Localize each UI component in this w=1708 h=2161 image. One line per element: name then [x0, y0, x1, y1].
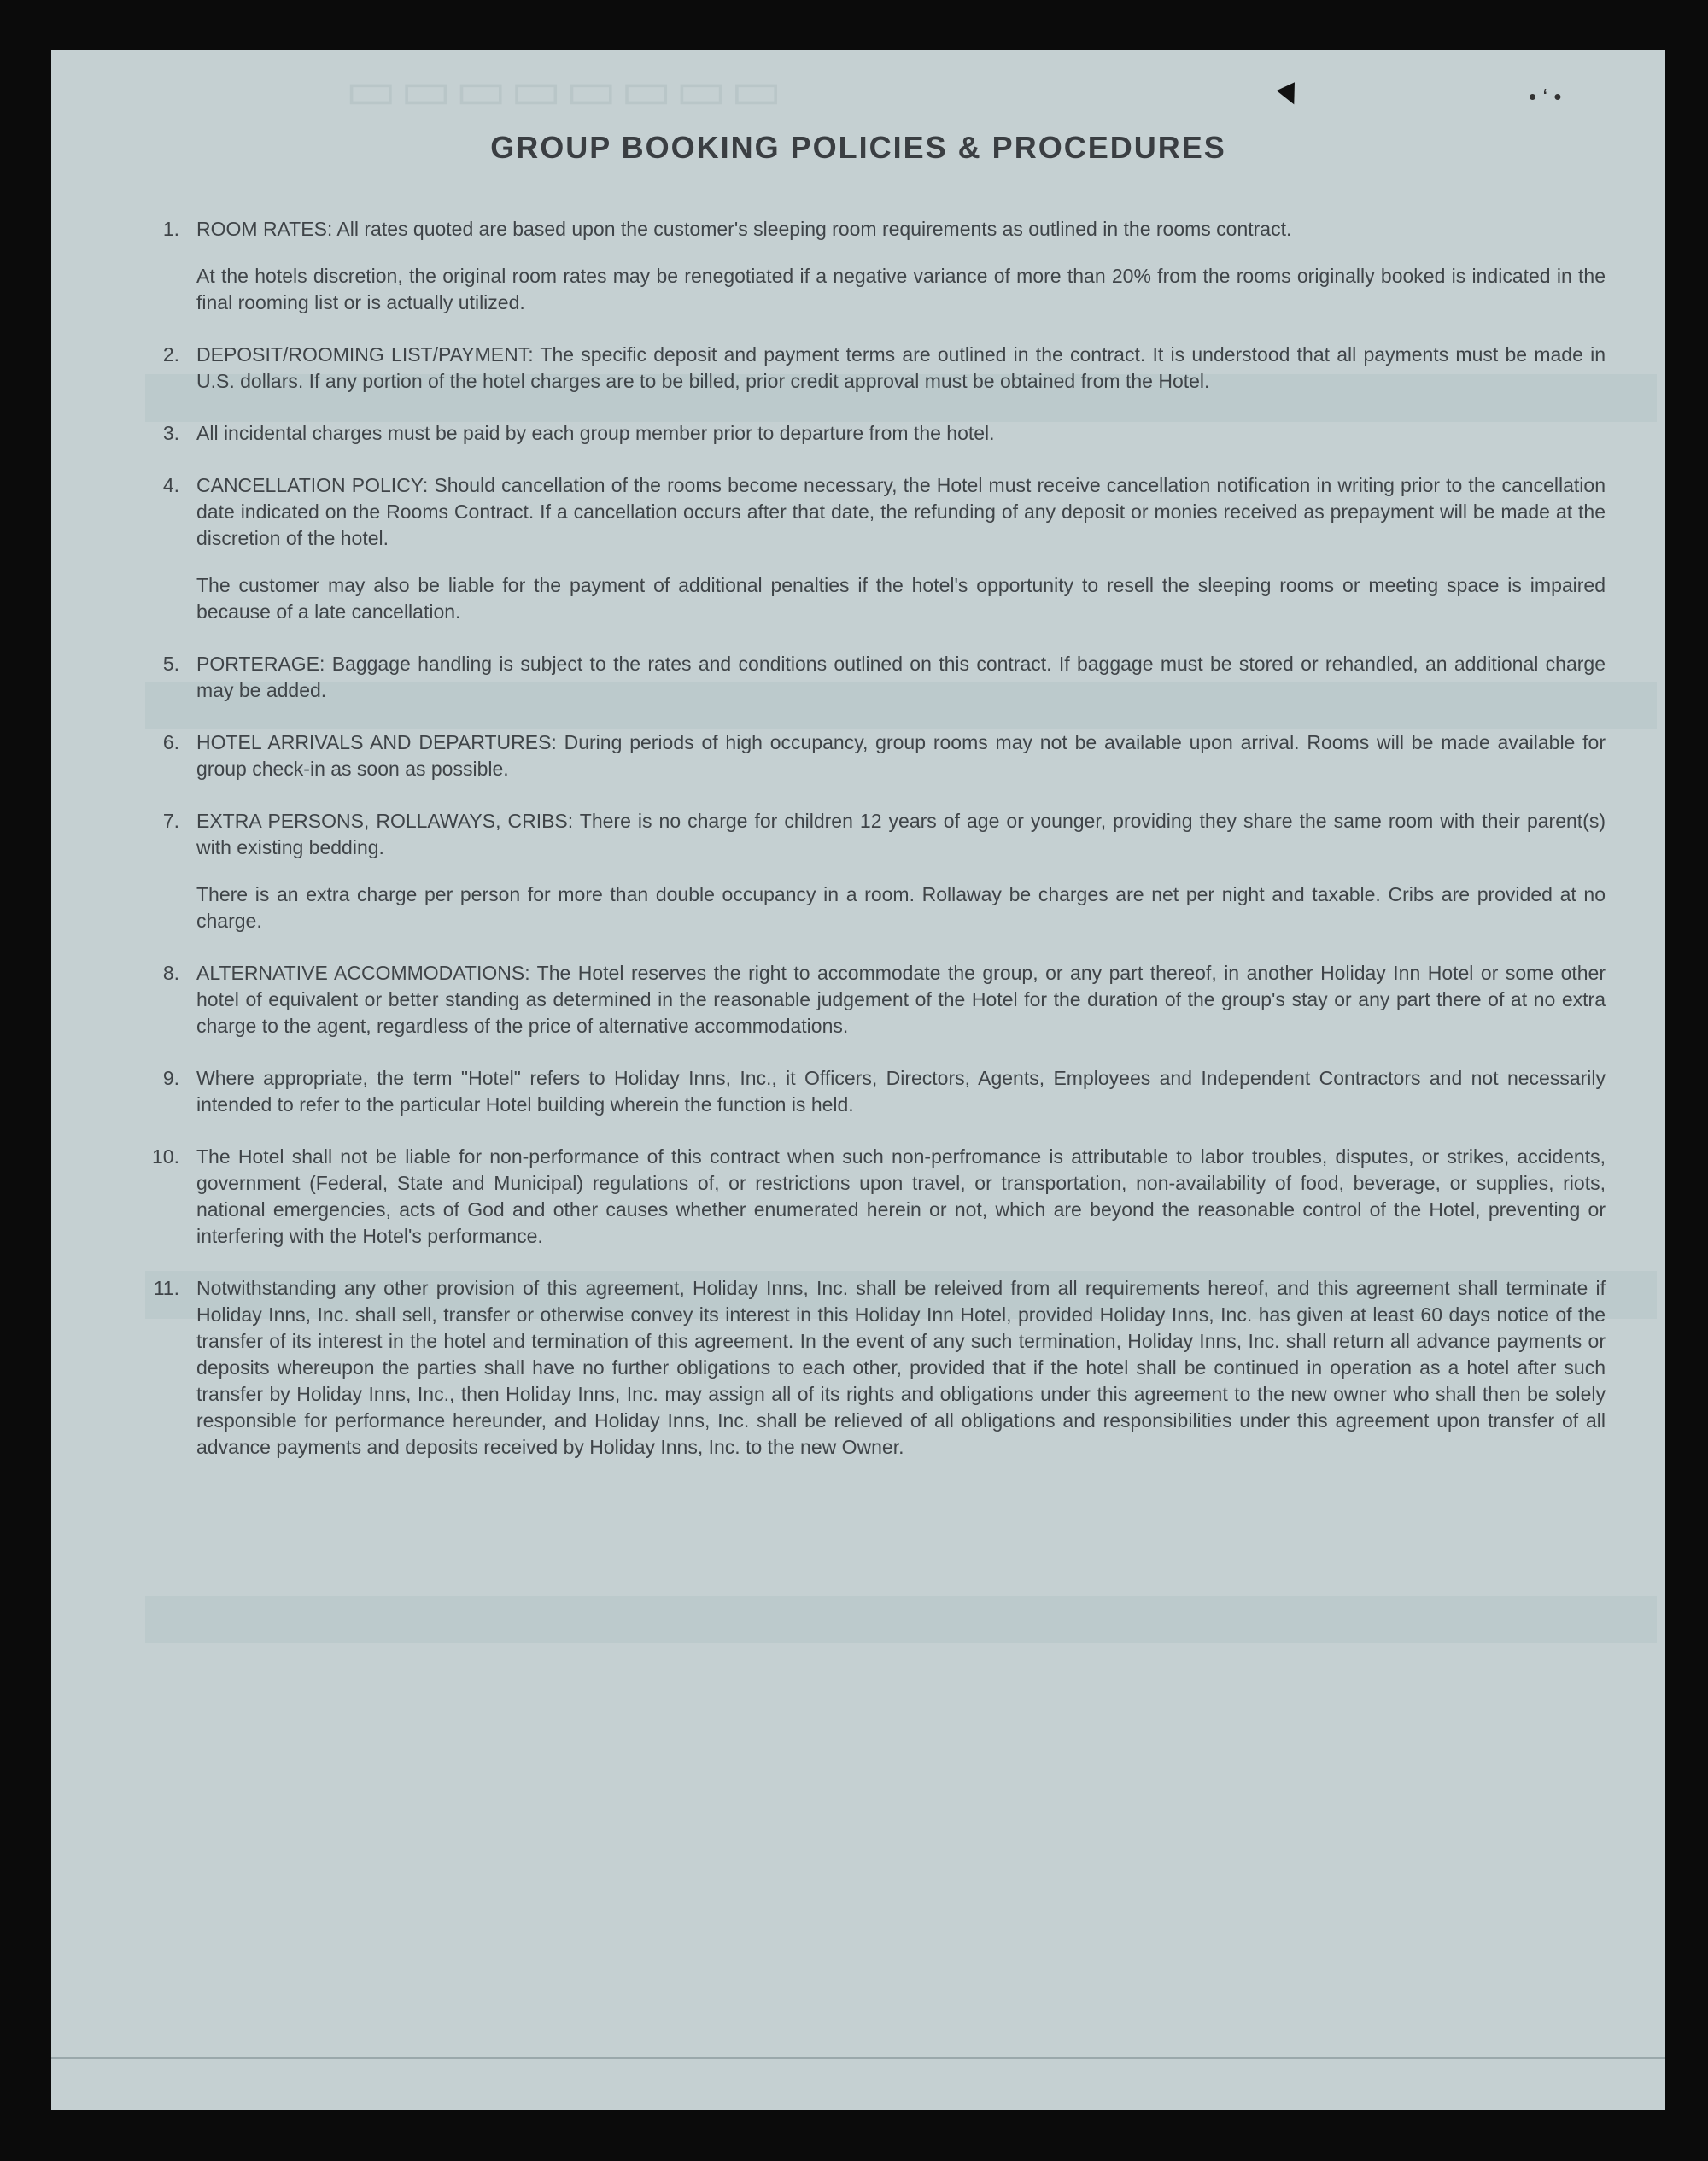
policy-item [128, 808, 1606, 934]
policy-item [128, 651, 1606, 704]
policy-paragraph: Notwithstanding any other provision of this agreement, Holiday Inns, Inc. shall be releived from all requirements hereof, and this agreement shall terminate if Holiday Inns, Inc. shall sell, transfer or otherwise convey its interest in this Holiday Inn Hotel, provided Holiday Inns, Inc. has given at least 60 days notice of the transfer of its interest in the hotel and termination of this agreement. In the event of any such termination, Holiday Inns, Inc. shall return all advance payments or deposits whereupon the parties shall have no further obligations to each other, provided that if the hotel shall be continued in operation as a hotel after such transfer by Holiday Inns, Inc., then Holiday Inns, Inc. may assign all of its rights and obligations under this agreement to the new owner who shall then be solely responsible for performance hereunder, and Holiday Inns, Inc. shall be relieved of all obligations and responsibilities under this agreement upon transfer of all advance payments and deposits received by Holiday Inns, Inc. to the new Owner. [196, 1277, 1606, 1458]
policy-paragraph: PORTERAGE: Baggage handling is subject to the rates and conditions outlined on this contract. If baggage must be stored or rehandled, an additional charge may be added. [196, 653, 1606, 701]
policy-paragraph: EXTRA PERSONS, ROLLAWAYS, CRIBS: There is no charge for children 12 years of age or younger, providing they share the same room with their parent(s) with existing bedding. [196, 810, 1606, 858]
bleed-through-decoration: ▭▭▭▭▭▭▭▭ [342, 59, 782, 120]
policy-paragraph: There is an extra charge per person for more than double occupancy in a room. Rollaway be charges are net per night and taxable. Cribs are provided at no charge. [196, 883, 1606, 932]
policy-number: 9. [162, 1067, 179, 1089]
policy-paragraph: HOTEL ARRIVALS AND DEPARTURES: During periods of high occupancy, group rooms may not be available upon arrival. Rooms will be made available for group check-in as soon as possible. [196, 731, 1606, 780]
pen-mark-icon: ▼ [1266, 69, 1313, 119]
policy-item [128, 1275, 1606, 1461]
policy-paragraph: ROOM RATES: All rates quoted are based upon the customer's sleeping room requirements as outlined in the rooms contract. [196, 218, 1292, 240]
policy-item [128, 420, 1606, 447]
policy-number: 6. [162, 731, 179, 753]
policy-paragraph: The customer may also be liable for the payment of additional penalties if the hotel's opportunity to resell the sleeping rooms or meeting space is impaired because of a late cancellation. [196, 574, 1606, 623]
policy-paragraph: Where appropriate, the term "Hotel" refers to Holiday Inns, Inc., it Officers, Directors, Agents, Employees and Independent Contractors and not necessarily intended to refer to the particular Hotel building wherein the function is held. [196, 1067, 1606, 1116]
policy-number: 1. [162, 218, 179, 240]
policy-paragraph: CANCELLATION POLICY: Should cancellation of the rooms become necessary, the Hotel must receive cancellation notification in writing prior to the cancellation date indicated on the Rooms Contract. If a cancellation occurs after that date, the refunding of any deposit or monies received as prepayment will be made at the discretion of the hotel. [196, 474, 1606, 549]
policy-number: 11. [153, 1277, 179, 1299]
policy-number: 3. [162, 422, 179, 444]
policy-number: 5. [162, 653, 179, 675]
policy-number: 10. [152, 1145, 179, 1168]
policy-paragraph: ALTERNATIVE ACCOMMODATIONS: The Hotel reserves the right to accommodate the group, or any part thereof, in another Holiday Inn Hotel or some other hotel of equivalent or better standing as determined in the reasonable judgement of the Hotel for the duration of the group's stay or any part there of at no extra charge to the agent, regardless of the price of alternative accommodations. [196, 962, 1606, 1037]
page-title: GROUP BOOKING POLICIES & PROCEDURES [490, 130, 1226, 166]
policy-item [128, 960, 1606, 1040]
divider [51, 2057, 1665, 2059]
policy-item [128, 1144, 1606, 1250]
pen-mark-icon: • ‘ • [1529, 84, 1562, 109]
policy-number: 7. [162, 810, 179, 832]
policy-number: 2. [162, 343, 179, 366]
document-page [51, 50, 1665, 2110]
policy-item [128, 472, 1606, 625]
policy-item [128, 342, 1606, 395]
policy-item [128, 216, 1606, 316]
policy-paragraph: DEPOSIT/ROOMING LIST/PAYMENT: The specific deposit and payment terms are outlined in the contract. It is understood that all payments must be made in U.S. dollars. If any portion of the hotel charges are to be billed, prior credit approval must be obtained from the Hotel. [196, 343, 1606, 392]
policy-number: 8. [162, 962, 179, 984]
policy-item [128, 1065, 1606, 1118]
policy-paragraph: All incidental charges must be paid by each group member prior to departure from the hotel. [196, 422, 995, 444]
policy-paragraph: At the hotels discretion, the original room rates may be renegotiated if a negative variance of more than 20% from the rooms originally booked is indicated in the final rooming list or is actually utilized. [196, 265, 1606, 313]
policy-paragraph: The Hotel shall not be liable for non-performance of this contract when such non-perfromance is attributable to labor troubles, disputes, or strikes, accidents, government (Federal, State and Municipal) regulations of, or restrictions upon travel, or transportation, non-availability of food, beverage, or supplies, riots, national emergencies, acts of God and other causes whether enumerated herein or not, which are beyond the reasonable control of the Hotel, preventing or interfering with the Hotel's performance. [196, 1145, 1606, 1247]
policy-item [128, 729, 1606, 782]
policy-number: 4. [162, 474, 179, 496]
bleed-through-band [145, 1596, 1657, 1643]
policy-list [128, 216, 1606, 1486]
